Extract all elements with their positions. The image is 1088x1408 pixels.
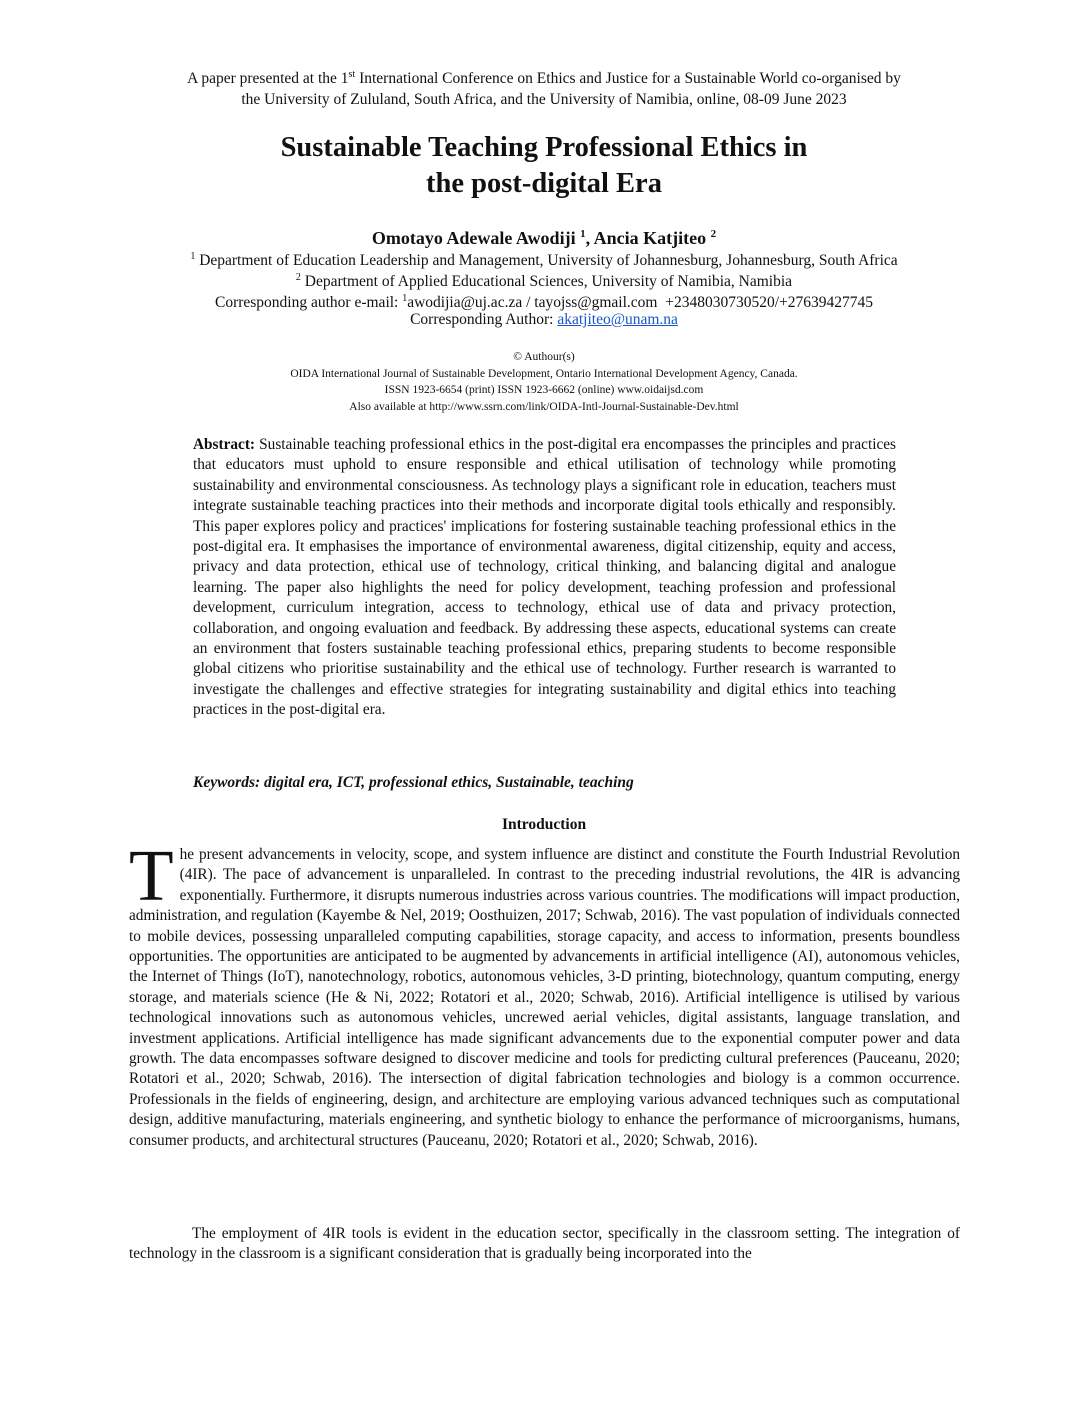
paragraph-1-text: he present advancements in velocity, scope, and system influence are distinct and constitute the Fourth Industrial Revolution (4IR). The pace of advancement is unparalleled. In contrast to the preceding industrial revolutions, the 4IR is advancing exponentially. Furthermore, it disrupts numerous industries across various countries. The modifications will impact production, administration, and regulation (Kayembe & Nel, 2019; Oosthuizen, 2017; Schwab, 2016). The vast population of individuals connected to mobile devices, possessing unparalleled computing capabilities, storage capacity, and access to information, presents boundless opportunities. The opportunities are anticipated to be augmented by advancements in artificial intelligence (AI), autonomous vehicles, the Internet of Things (IoT), nanotechnology, robotics, autonomous vehicles, 3-D printing, biotechnology, quantum computing, energy storage, and materials science (He & Ni, 2022; Rotatori et al., 2020; Schwab, 2016). Artificial intelligence is utilised by various technological innovations such as autonomous vehicles, uncrewed aerial vehicles, digital assistants, language translation, and investment applications. Artificial intelligence has made significant advancements due to the exponential computer power and data growth. The data encompasses software designed to discover medicine and tools for predicting cultural preferences (Pauceanu, 2020; Rotatori et al., 2020; Schwab, 2016). The intersection of digital fabrication technologies and biology is a common occurrence. Professionals in the fields of engineering, design, and architecture are employing various advanced techniques such as computational design, additive manufacturing, materials engineering, and synthetic biology to enhance the performance of microorganisms, humans, consumer products, and architectural structures (Pauceanu, 2020; Rotatori et al., 2020; Schwab, 2016). [129, 846, 960, 1149]
affiliation-2-marker: 2 [295, 272, 301, 283]
journal-name: OIDA International Journal of Sustainable Development, Ontario International Development Agency, Canada. [290, 367, 798, 380]
abstract-label: Abstract: [193, 436, 256, 453]
section-heading-introduction: Introduction [501, 816, 587, 833]
conference-note [100, 64, 988, 110]
corresponding-email-value: awodijia@uj.ac.za / tayojss@gmail.com +2348030730520/+27639427745 [407, 294, 873, 312]
conference-text: A paper presented at the 1 [187, 70, 349, 88]
conference-text: International Conference on Ethics and Justice for a Sustainable World co-organised by [355, 70, 901, 88]
drop-cap: T [129, 835, 174, 916]
conference-line-1 [100, 64, 988, 89]
author-1-affiliation: 1 [580, 228, 586, 240]
corresponding-author-label: Corresponding Author: [410, 311, 558, 328]
author-1: Omotayo Adewale Awodiji [371, 228, 581, 248]
author-list [100, 223, 988, 249]
corresponding-author-email-link[interactable]: akatjiteo@unam.na [557, 311, 678, 328]
abstract [193, 435, 896, 721]
corresponding-email-marker: 1 [402, 293, 408, 304]
corresponding-author [60, 310, 1028, 330]
journal-issn: ISSN 1923-6654 (print) ISSN 1923-6662 (online) www.oidaijsd.com [384, 384, 704, 396]
conference-ordinal: st [348, 69, 356, 80]
affiliation-1-marker: 1 [190, 251, 196, 262]
affiliation-2-text: Department of Applied Educational Sciences, University of Namibia, Namibia [300, 273, 793, 291]
corresponding-email-label: Corresponding author e-mail: [214, 294, 403, 312]
keywords-text: digital era, ICT, professional ethics, Sustainable, teaching [260, 774, 634, 791]
affiliation-1-text: Department of Education Leadership and Management, University of Johannesburg, Johannesburg, South Africa [195, 252, 898, 270]
introduction-paragraph-2: The employment of 4IR tools is evident in the education sector, specifically in the classroom setting. The integration of technology in the classroom is a significant consideration that is gradually being incorporated into the [129, 1225, 960, 1263]
author-separator: , [585, 228, 594, 248]
conference-line-2: the University of Zululand, South Africa, and the University of Namibia, online, 08-09 June 2023 [241, 91, 847, 109]
author-2-affiliation: 2 [710, 228, 717, 240]
title-line-2: the post-digital Era [426, 168, 662, 199]
journal-info [100, 349, 988, 415]
copyright-line: © Authour(s) [513, 351, 575, 363]
title-line-1: Sustainable Teaching Professional Ethics in [280, 132, 808, 163]
abstract-text: Sustainable teaching professional ethics in the post-digital era encompasses the principles and practices that educators must uphold to ensure responsible and ethical utilisation of technology while promoting sustainability and environmental consciousness. As technology plays a significant role in education, teachers must integrate sustainable teaching practices into their methods and incorporate digital tools ethically and responsibly. This paper explores policy and practices' implications for fostering sustainable teaching professional ethics in the post-digital era. It emphasises the importance of environmental awareness, digital citizenship, equity and access, privacy and data protection, ethical use of technology, critical thinking, and balancing digital and analogue learning. The paper also highlights the need for policy development, teaching profession and professional development, curriculum integration, access to technology, ethical use of data and privacy protection, collaboration, and ongoing evaluation and feedback. By addressing these aspects, educational systems can create an environment that fosters sustainable teaching professional ethics, preparing students to become responsible global citizens who prioritise sustainability and the ethical use of technology. Further research is warranted to investigate the challenges and effective strategies for integrating sustainability and digital ethics into teaching practices in the post-digital era. [193, 436, 896, 719]
keywords [193, 773, 896, 793]
introduction-paragraph-1 [129, 835, 960, 1151]
journal-availability: Also available at http://www.ssrn.com/link/OIDA-Intl-Journal-Sustainable-Dev.html [349, 400, 739, 413]
author-2: Ancia Katjiteo [593, 228, 711, 248]
keywords-label: Keywords: [193, 774, 261, 791]
paper-title [100, 130, 988, 202]
